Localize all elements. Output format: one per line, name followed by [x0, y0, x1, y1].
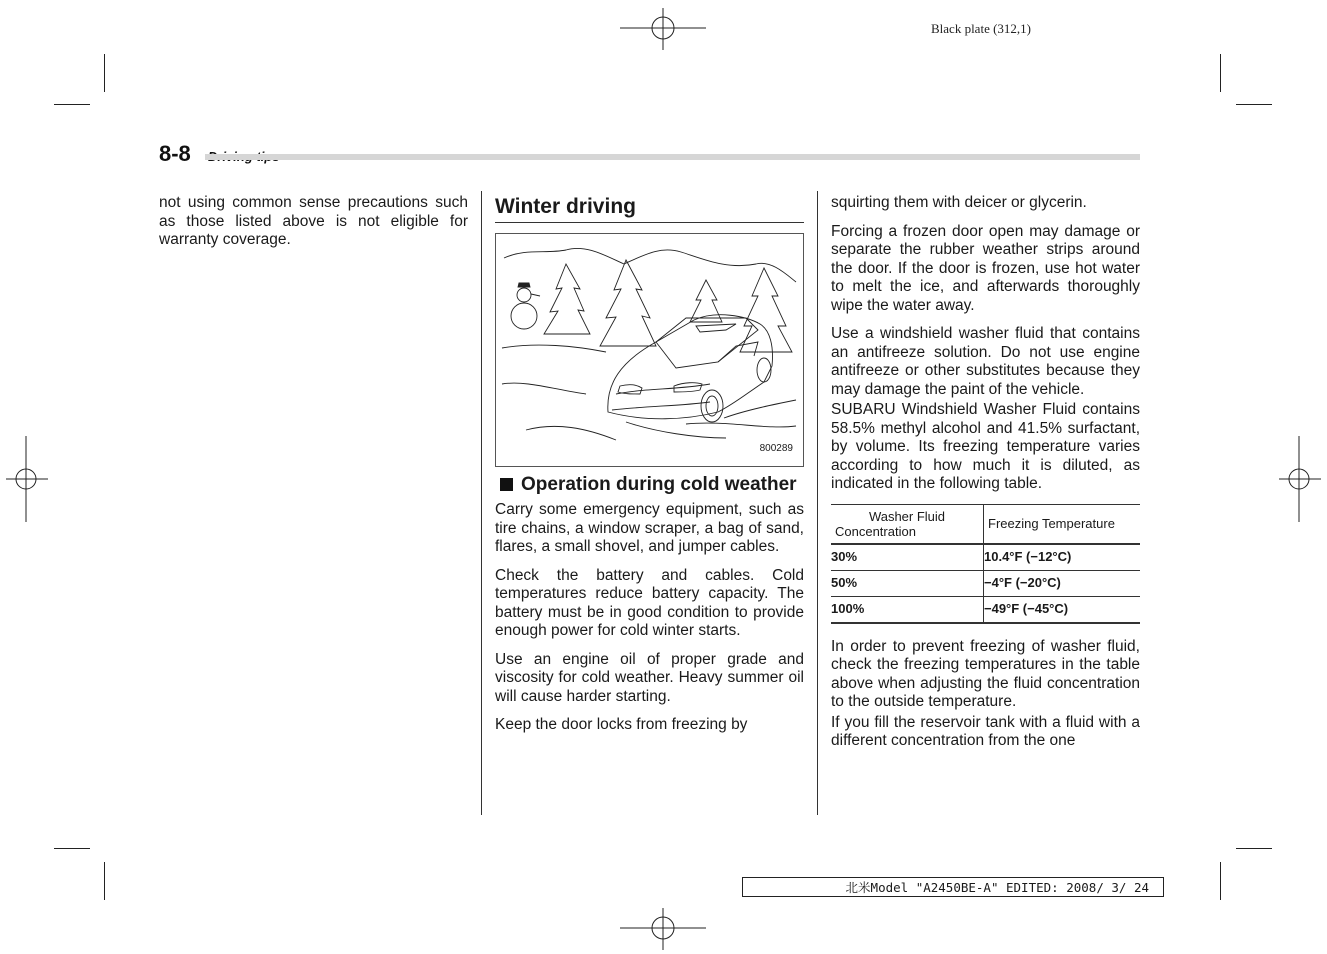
paragraph: Use a windshield washer fluid that contains an antifreeze solution. Do not use engine antifreeze or other substitutes because they may damage the paint of the vehicle.: [831, 325, 1140, 398]
paragraph: squirting them with deicer or glycerin.: [831, 194, 1087, 211]
figure-id: 800289: [759, 442, 793, 454]
crop-mark: [104, 54, 105, 92]
washer-fluid-table: [831, 504, 1140, 624]
table-cell: 100%: [831, 596, 984, 623]
table-row: [831, 570, 1140, 596]
crop-mark: [1220, 54, 1221, 92]
edition-footer: [742, 877, 1164, 897]
registration-mark-right: [1277, 434, 1323, 524]
section-heading: Winter driving: [495, 194, 804, 223]
subsection-heading: [495, 475, 804, 495]
paragraph: SUBARU Windshield Washer Fluid contains 58.5% methyl alcohol and 41.5% surfactant, by volume. Its freezing temperature varies according to how much it is diluted, as indicated in the following table.: [831, 401, 1140, 492]
paragraph: If you fill the reservoir tank with a fluid with a different concentration from the one: [831, 713, 1140, 749]
table-cell: 10.4°F (−12°C): [984, 544, 1141, 571]
crop-mark: [104, 862, 105, 900]
registration-mark-bottom: [618, 906, 708, 952]
column-divider: [481, 191, 482, 815]
table-cell: 30%: [831, 544, 984, 571]
registration-mark-top: [618, 6, 708, 52]
registration-mark-left: [4, 434, 50, 524]
paragraph: Keep the door locks from freezing by: [495, 716, 748, 733]
crop-mark: [54, 104, 90, 105]
plate-label: Black plate (312,1): [931, 21, 1031, 36]
page-number: 8-8: [159, 141, 191, 166]
square-bullet-icon: [500, 478, 513, 491]
paragraph: Forcing a frozen door open may damage or separate the rubber weather strips around the door. If the door is frozen, use hot water to melt the ice, and afterwards thoroughly wipe the water away.: [831, 222, 1140, 314]
crop-mark: [1220, 862, 1221, 900]
table-header-cell: Washer Fluid Concentration: [831, 504, 984, 544]
column-divider: [817, 191, 818, 815]
subsection-heading-text: Operation during cold weather: [521, 474, 797, 495]
column-middle: [495, 194, 804, 745]
paragraph: Check the battery and cables. Cold temperatures reduce battery capacity. The battery must be in good condition to provide enough power for cold winter starts.: [495, 566, 804, 639]
paragraph: Use an engine oil of proper grade and viscosity for cold weather. Heavy summer oil will cause harder starting.: [495, 650, 804, 705]
paragraph: In order to prevent freezing of washer fluid, check the freezing temperatures in the table above when adjusting the fluid concentration to the outside temperature.: [831, 637, 1140, 710]
crop-mark: [54, 848, 90, 849]
crop-mark: [1236, 848, 1272, 849]
table-cell: −4°F (−20°C): [984, 570, 1141, 596]
header-rule: [205, 154, 1140, 160]
table-cell: −49°F (−45°C): [984, 596, 1141, 623]
table-row: [831, 596, 1140, 623]
table-header-row: [831, 504, 1140, 544]
paragraph: not using common sense precautions such as those listed above is not eligible for warranty coverage.: [159, 194, 468, 248]
edition-footer-text: 北米Model "A2450BE-A" EDITED: 2008/ 3/ 24: [845, 880, 1149, 895]
crop-mark: [1236, 104, 1272, 105]
table-header-cell: Freezing Temperature: [984, 504, 1141, 544]
paragraph: Carry some emergency equipment, such as tire chains, a window scraper, a bag of sand, flares, a small shovel, and jumper cables.: [495, 501, 804, 555]
column-right: [831, 194, 1140, 761]
table-cell: 50%: [831, 570, 984, 596]
column-left: [159, 194, 468, 260]
winter-illustration: [495, 233, 804, 467]
snow-scene-drawing: [496, 234, 803, 466]
table-row: [831, 544, 1140, 571]
